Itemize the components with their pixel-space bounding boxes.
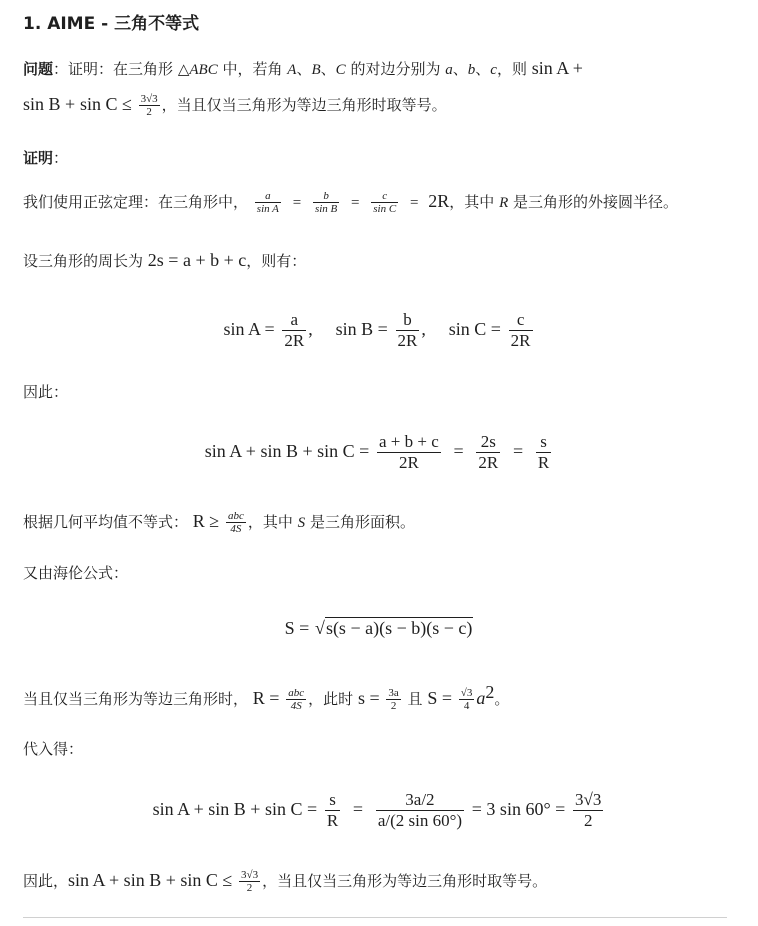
denominator: 4S (290, 700, 302, 712)
denominator: 4 (463, 700, 470, 712)
therefore-text: 因此： (23, 383, 69, 401)
fraction-abc-over-4s (286, 687, 306, 712)
side-c: c (490, 62, 497, 78)
sin-b-term: sin B + (23, 94, 76, 115)
heron-intro-text: 又由海伦公式： (23, 564, 129, 582)
equals-sign: = (410, 195, 419, 212)
display-equation-sum (0, 432, 758, 472)
problem-text-5: ，当且仅当三角形为等边三角形时取等号。 (161, 96, 447, 115)
page-title: 1. AIME - 三角不等式 (23, 14, 200, 34)
sin-c-term: sin C ≤ (79, 94, 132, 115)
s-equals: S = (284, 618, 310, 638)
fraction-c-over-sin-c (371, 190, 398, 215)
angle-a: A (287, 62, 297, 78)
numerator: abc (288, 686, 305, 699)
angle-c: C (335, 62, 346, 78)
sum-lhs: sin A + sin B + sin C = (204, 441, 370, 462)
numerator: s (325, 790, 340, 811)
denominator: 2 (146, 106, 152, 119)
comma: , (308, 319, 313, 340)
display-equation-heron (0, 618, 758, 639)
numerator: a (255, 190, 281, 203)
side-a: a (476, 688, 486, 708)
numerator: √3 (460, 686, 473, 699)
three-sin-60: = 3 sin 60° = (471, 799, 566, 820)
r-equals: R = (252, 688, 280, 708)
heron-intro-line (23, 562, 128, 583)
separator: 、 (296, 60, 312, 78)
sin-a-equals: sin A = (223, 319, 275, 340)
sin-c-equals: sin C = (448, 319, 501, 340)
substitute-line (23, 738, 83, 759)
proof-label: 证明 (23, 149, 54, 167)
numerator: b (313, 190, 339, 203)
denominator: sin A (256, 203, 279, 216)
denominator: a/(2 sin 60°) (377, 810, 463, 830)
denominator: 2 (246, 882, 253, 895)
sum-lhs: sin A + sin B + sin C = (152, 799, 318, 820)
proof-heading (23, 147, 68, 168)
problem-text-3: 的对边分别为 (350, 60, 441, 78)
fraction-b-over-2r (396, 310, 420, 350)
perimeter-text-2: ，则有： (246, 252, 307, 270)
substitute-text: 代入得： (23, 740, 84, 758)
circumradius-r: R (499, 195, 509, 212)
denominator: 2 (583, 810, 593, 830)
equals-sign: = (512, 441, 524, 462)
separator: 、 (475, 60, 491, 78)
fraction-a-over-2r (282, 310, 306, 350)
equality-text-1: 当且仅当三角形为等边三角形时， (23, 690, 249, 708)
period: 。 (494, 690, 510, 708)
amgm-text-3: 是三角形面积。 (309, 513, 415, 532)
numerator: s (536, 432, 551, 453)
numerator: a + b + c (379, 432, 439, 451)
two-r: 2R (428, 191, 450, 212)
problem-text-1: 证明：在三角形 (68, 60, 174, 78)
area-s: S (297, 515, 306, 532)
divider (23, 917, 727, 918)
problem-colon: ： (53, 60, 69, 78)
numerator: b (396, 310, 420, 331)
display-equation-sines (0, 310, 758, 350)
fraction-sqrt3-over-4 (459, 687, 475, 712)
numerator: 3√3 (575, 790, 602, 809)
equality-text-2: ，此时 (308, 690, 354, 708)
denominator: 2R (510, 330, 531, 350)
denominator: 4S (230, 523, 242, 536)
separator: 、 (452, 60, 468, 78)
denominator: 2 (390, 700, 397, 712)
radical-sign: √ (315, 618, 325, 638)
numerator: 3√3 (140, 93, 158, 105)
denominator: 2R (284, 330, 305, 350)
problem-text-4: ，则 (496, 60, 527, 78)
radicand: s(s − a)(s − b)(s − c) (325, 618, 473, 638)
denominator: 2R (398, 452, 419, 472)
problem-line-2 (23, 93, 447, 118)
side-b: b (467, 62, 476, 78)
equals-sign: = (351, 195, 360, 212)
triangle-abc: △ABC (177, 62, 218, 78)
perimeter-expression: 2s = a + b + c (147, 250, 247, 270)
amgm-text-1: 根据几何平均值不等式： (23, 513, 189, 532)
numerator: 3√3 (241, 869, 259, 881)
sin-a-term: sin A + (531, 58, 583, 78)
equality-line (23, 682, 509, 712)
sin-b-equals: sin B = (335, 319, 388, 340)
equals-sign: = (352, 799, 364, 820)
perimeter-line (23, 250, 306, 271)
problem-label: 问题 (23, 60, 54, 78)
denominator: sin C (373, 203, 397, 216)
denominator: sin B (314, 203, 338, 216)
law-of-sines-text-1: 我们使用正弦定理：在三角形中， (23, 193, 249, 212)
angle-b: B (311, 62, 321, 78)
perimeter-text-1: 设三角形的周长为 (23, 252, 144, 270)
equals-sign: = (453, 441, 464, 462)
square-root (315, 618, 473, 639)
s-equals: s = (357, 688, 380, 708)
side-a: a (445, 62, 453, 78)
problem-line-1 (23, 58, 583, 79)
numerator: 2s (476, 432, 500, 453)
amgm-line (23, 510, 415, 535)
equality-text-3: 且 (407, 690, 423, 708)
numerator: c (371, 190, 398, 203)
exponent: 2 (485, 682, 495, 702)
fraction-2s-over-2r (476, 432, 500, 472)
r-geq: R ≥ (192, 511, 220, 532)
fraction-3a-over-2 (386, 687, 400, 712)
conclusion-line (23, 869, 547, 894)
numerator: abc (227, 510, 244, 522)
fraction-3sqrt3-over-2 (239, 869, 260, 894)
numerator: a (282, 310, 306, 331)
conclusion-text-2: ，当且仅当三角形为等边三角形时取等号。 (262, 872, 548, 891)
numerator: c (509, 310, 533, 331)
law-of-sines-line (23, 190, 678, 215)
separator: 、 (320, 60, 336, 78)
law-of-sines-text-2: ，其中 (449, 193, 495, 212)
conclusion-expression: sin A + sin B + sin C ≤ (68, 870, 233, 891)
proof-colon: ： (53, 149, 69, 167)
fraction-c-over-2r (509, 310, 533, 350)
fraction-b-over-sin-b (313, 190, 339, 215)
denominator: R (537, 452, 550, 472)
fraction-3sqrt3-over-2 (139, 93, 160, 118)
fraction-3a2-over-a-2sin60 (376, 790, 464, 830)
amgm-text-2: ，其中 (247, 513, 293, 532)
fraction-a-over-sin-a (255, 190, 281, 215)
denominator: 2R (397, 330, 418, 350)
law-of-sines-text-3: 是三角形的外接圆半径。 (513, 193, 679, 212)
display-equation-final (0, 790, 758, 830)
therefore-line (23, 381, 68, 402)
fraction-s-over-r (536, 432, 551, 472)
denominator: R (326, 810, 339, 830)
numerator: 3a (388, 686, 399, 699)
numerator: 3a/2 (376, 790, 464, 811)
denominator: 2R (478, 452, 499, 472)
fraction-3sqrt3-over-2 (573, 790, 603, 830)
problem-text-2: 中，若角 (222, 60, 283, 78)
area-equals: S = (427, 688, 453, 708)
fraction-sum-over-2r (377, 432, 441, 472)
comma: , (421, 319, 426, 340)
fraction-s-over-r (325, 790, 340, 830)
conclusion-text-1: 因此， (23, 872, 69, 891)
fraction-abc-over-4s (226, 510, 246, 535)
equals-sign: = (292, 195, 302, 212)
